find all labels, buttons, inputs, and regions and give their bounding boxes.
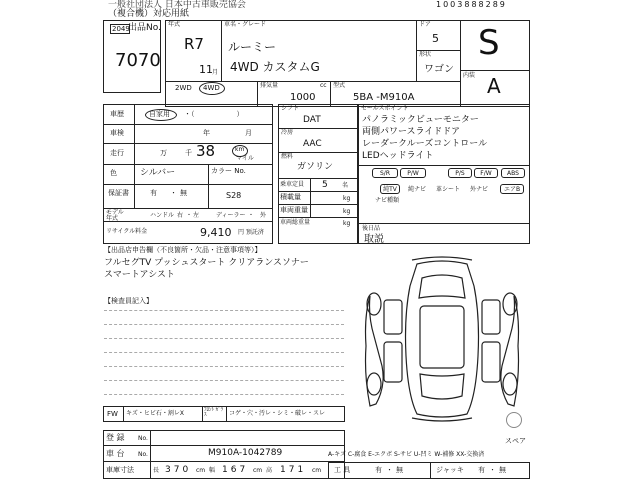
year-era: R7 [184,35,204,53]
mileage-man: 万 [160,149,167,157]
model-label: 型式 [333,82,346,89]
gross-unit: kg [343,220,351,227]
load-label: 積載量 [280,193,301,201]
equip-sr: S/R [372,168,398,178]
sales-label: セールスポイント [361,105,409,112]
spare-tire-icon [506,412,522,428]
exhibit-line-1: フルセグTV プッシュスタート クリアランスソナー [104,258,309,268]
mileage-sen: 千 [185,149,192,157]
capacity-unit: 名 [342,182,349,189]
warranty-yes: 有 [150,189,157,197]
size-width: 167 [222,465,249,475]
sales-item-4: LEDヘッドライト [362,151,434,161]
cm-2: cm [253,467,263,474]
weight-label: 車両重量 [280,206,308,214]
drive-4wd: 4WD [203,84,220,92]
handle-right: 右 [177,212,184,219]
header-text: （複合機）対応用紙 [108,9,190,19]
equip-fw: F/W [474,168,498,178]
recycle-label: リサイクル料金 [106,228,148,235]
lot-number: 7070 [115,50,161,71]
equip-ext-navi: 外ナビ [469,186,488,193]
load-unit: kg [343,195,351,202]
capacity-label: 乗車定員 [280,181,305,188]
dealer-label: ディーラー [216,212,246,219]
color-no-value: S28 [226,191,242,200]
equip-abs: ABS [501,168,525,178]
car-name: ルーミー [228,40,277,54]
warranty-no: 無 [180,189,187,197]
reg-no-suffix: No. [138,435,148,442]
ac-label: 冷房 [281,129,294,136]
mileage-label: 走行 [110,149,124,157]
equip-pw: P/W [400,168,426,178]
shift-label: シフト [281,105,300,112]
color-no-label: カラー No. [211,167,246,175]
shape-label: 形状 [419,51,432,58]
door-count: 5 [432,32,439,45]
fuel-label: 燃料 [281,153,294,160]
year-label: 年式 [168,21,181,28]
navi-type-label: ナビ種類 [375,197,400,204]
size-width-label: 幅 [209,467,216,474]
jack-no: 無 [499,466,506,474]
chassis-label: 車 台 [106,449,125,458]
mileage-value: 38 [196,142,216,160]
warranty-label: 保証書 [108,189,129,197]
size-label: 車庫寸法 [106,466,134,474]
lot-label: 出品No. [128,23,161,33]
drive-2wd: 2WD [175,84,192,92]
size-height-label: 高 [266,467,273,474]
capacity-value: 5 [322,180,328,190]
inspection-year: 年 [203,129,210,137]
interior-label: 内装 [463,72,476,79]
equip-leather: 革シート [435,186,460,193]
shift-value: DAT [303,115,321,125]
door-label: ドア [419,21,431,28]
size-length-label: 長 [153,467,160,474]
defect-cell-2: ﾌﾛﾝﾄ ｶﾞﾗｽ [204,407,224,418]
barcode-number: 1003888289 [436,0,507,9]
sales-item-1: パノラミックビューモニター [362,115,479,125]
after-label: 後日品 [362,225,381,232]
recycle-unit: 円 預託済 [238,229,264,236]
defect-legend: A-キズ C-腐食 E-エクボ S-サビ U-凹ミ W-補修 XX-交換済 [328,451,485,458]
lot-small-number: 2049 [112,25,130,33]
car-body-diagram [362,256,522,422]
size-height: 171 [280,465,307,475]
model-value: 5BA -M910A [353,92,415,103]
inspection-label: 車検 [110,129,124,137]
cm-1: cm [196,467,206,474]
exhibit-line-2: スマートアシスト [104,270,175,280]
vehicle-box [165,20,530,107]
recycle-value: 9,410 [200,226,232,239]
tool-no: 無 [396,466,403,474]
reg-box [103,104,273,222]
interior-value: A [487,74,501,98]
gross-label: 車両総重量 [280,219,311,226]
displacement-value: 1000 [290,92,316,103]
inspection-month: 月 [245,129,252,137]
mileage-mile: マイル [236,155,254,162]
ac-value: AAC [303,139,322,149]
color-value: シルバー [140,168,176,178]
cm-3: cm [312,467,322,474]
displacement-label: 排気量 [260,82,279,89]
spare-label: スペア [505,437,526,445]
jack-label: ジャッキ [436,466,464,474]
size-length: 370 [165,465,192,475]
reg-type-label: 車歴 [110,110,124,118]
color-label: 色 [110,169,117,177]
sales-item-3: レーダークルーズコントロール [362,139,488,149]
reg-no-label: 登 録 [106,433,125,442]
model-year-label: モデル年式 [106,209,124,222]
after-value: 取説 [364,234,384,245]
handle-left: 左 [193,212,200,219]
defect-cell-3: コゲ・穴・汚レ・シミ・破レ・スレ [229,410,326,417]
equip-ps: P/S [448,168,472,178]
header-partial-text: 一般社団法人 日本中古車販売協会 [108,0,246,10]
handle-label: ハンドル [150,212,175,219]
defect-fw: FW [107,410,118,418]
score-value: S [478,23,500,63]
weight-unit: kg [343,208,351,215]
tool-yes: 有 [375,466,382,474]
mileage-km: km [235,146,245,153]
shape-value: ワゴン [424,64,454,75]
cc-unit: cc [320,82,327,89]
reg-type-value: 自家用 [149,110,170,118]
defect-cell-1: キズ・ヒビ石・割レX [126,410,184,417]
year-month: 11 [199,63,213,76]
equip-tv: 純TV [380,184,400,194]
month-unit: 月 [212,69,219,76]
fuel-value: ガソリン [297,162,334,172]
equip-navi: 純ナビ [407,186,426,193]
tool-label: 工 具 [334,466,351,474]
equip-airbag: エアB [500,184,524,194]
jack-yes: 有 [478,466,485,474]
chassis-number: M910A-1042789 [208,448,283,458]
exhibit-label: 【出品店申告欄（不良箇所・欠品・注意事項等）】 [104,246,262,254]
car-name-label: 車名・グレード [224,21,267,28]
sales-item-2: 両側パワースライドドア [362,127,461,137]
chassis-suffix: No. [138,451,148,458]
inspector-label: 【検査員記入】 [104,297,153,305]
car-grade: 4WD カスタムG [230,60,320,74]
